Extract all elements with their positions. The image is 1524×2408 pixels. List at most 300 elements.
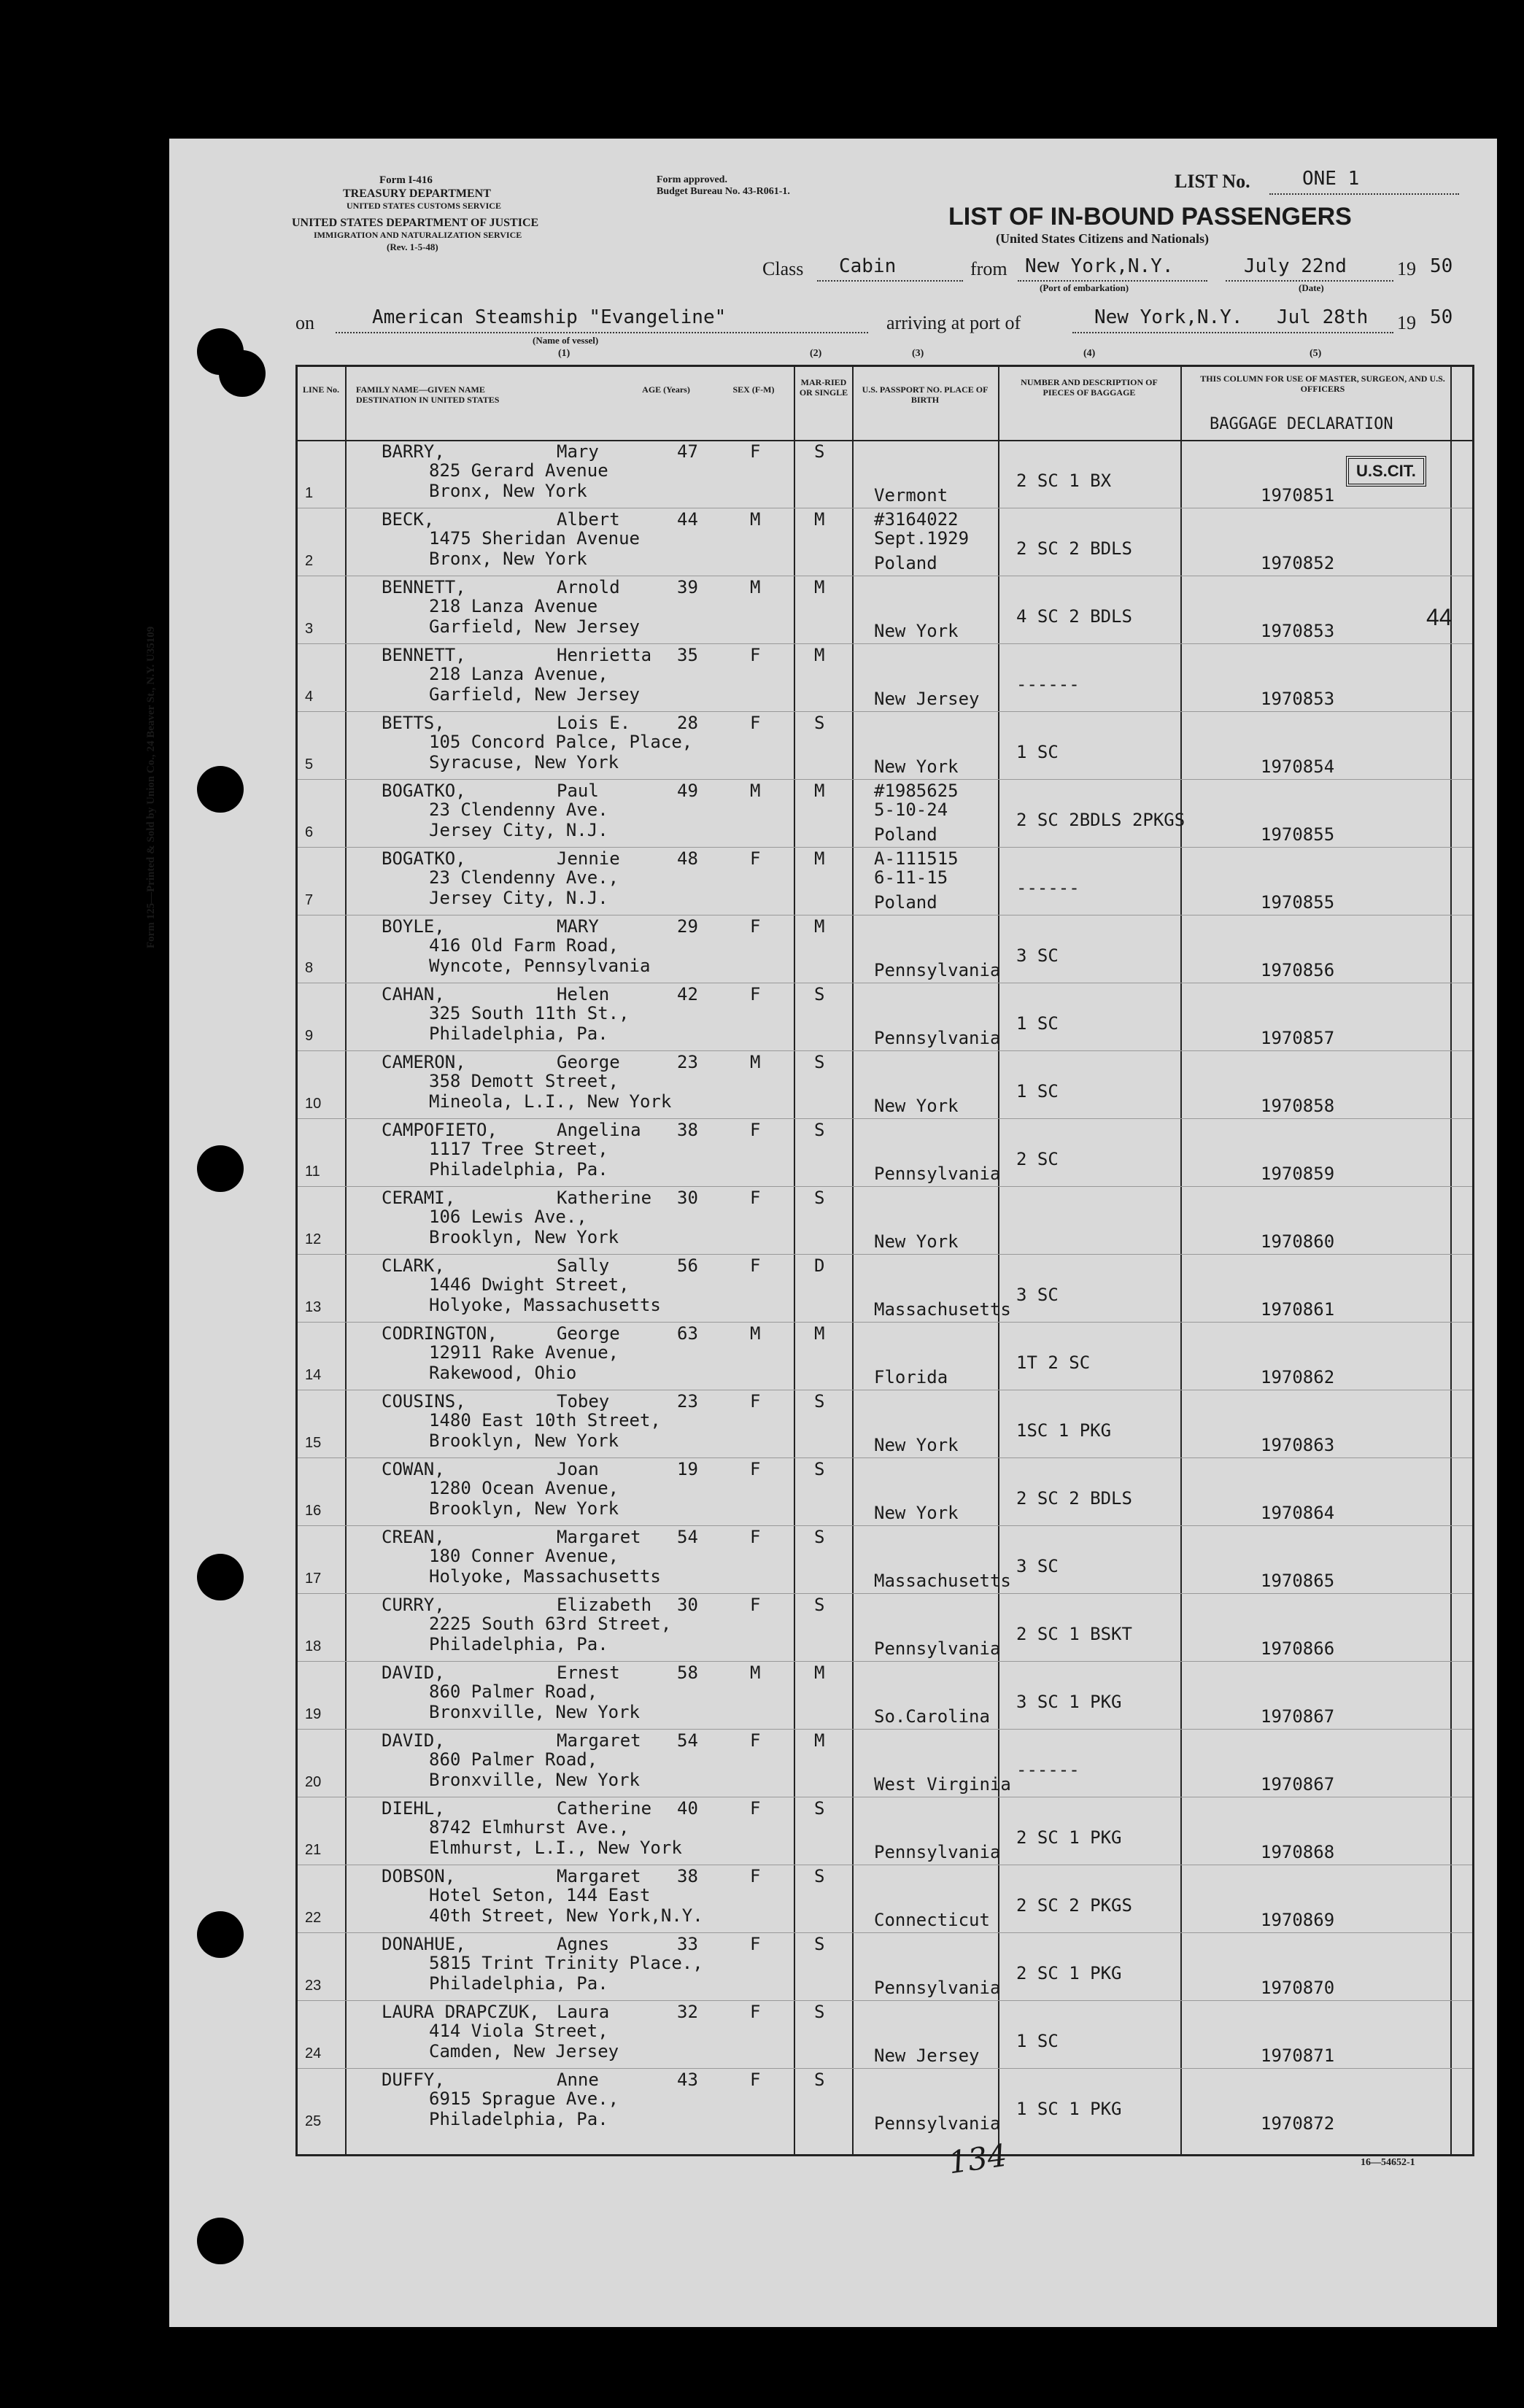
col-number-2: (2) bbox=[810, 348, 822, 359]
line-number: 22 bbox=[305, 1910, 322, 1926]
marital-status: M bbox=[814, 1323, 825, 1344]
arrival-date: Jul 28th bbox=[1277, 306, 1369, 328]
row-rule bbox=[298, 2068, 1472, 2069]
declaration-number: 1970866 bbox=[1261, 1638, 1335, 1659]
line-number: 23 bbox=[305, 1978, 322, 1994]
sex: F bbox=[750, 2002, 761, 2022]
header-name: FAMILY NAME—GIVEN NAME DESTINATION IN UNITED STATES bbox=[356, 384, 500, 405]
marital-status: S bbox=[814, 1120, 825, 1140]
family-name: BARRY, bbox=[382, 441, 445, 462]
margin-number: 44 bbox=[1426, 604, 1453, 630]
declaration-number: 1970862 bbox=[1261, 1367, 1335, 1387]
place-of-birth: New Jersey bbox=[874, 2045, 980, 2066]
declaration-number: 1970854 bbox=[1261, 756, 1335, 777]
marital-status: D bbox=[814, 1255, 825, 1276]
list-no-label: LIST No. bbox=[1175, 171, 1250, 192]
address-line-2: Elmhurst, L.I., New York bbox=[429, 1838, 682, 1858]
marital-status: M bbox=[814, 1662, 825, 1683]
on-label: on bbox=[295, 312, 314, 333]
marital-status: M bbox=[814, 848, 825, 869]
departure-year: 50 bbox=[1430, 255, 1453, 277]
age: 28 bbox=[677, 713, 698, 733]
address-line-1: 6915 Sprague Ave., bbox=[429, 2088, 619, 2109]
age: 47 bbox=[677, 441, 698, 462]
marital-status: S bbox=[814, 984, 825, 1004]
sex: M bbox=[750, 577, 761, 597]
family-name: CLARK, bbox=[382, 1255, 445, 1276]
baggage: 1 SC bbox=[1016, 742, 1059, 762]
declaration-number: 1970864 bbox=[1261, 1503, 1335, 1523]
address-line-1: 23 Clendenny Ave. bbox=[429, 800, 608, 820]
marital-status: M bbox=[814, 509, 825, 530]
given-name: Tobey bbox=[557, 1391, 610, 1412]
place-of-birth: West Virginia bbox=[874, 1774, 1011, 1795]
sex: F bbox=[750, 1934, 761, 1954]
given-name: Lois E. bbox=[557, 713, 631, 733]
declaration-number: 1970858 bbox=[1261, 1096, 1335, 1116]
header-age: AGE (Years) bbox=[642, 384, 690, 395]
list-no-value: ONE 1 bbox=[1302, 168, 1360, 190]
baggage: ------ bbox=[1016, 674, 1080, 694]
table-row bbox=[298, 1390, 1472, 1457]
given-name: Mary bbox=[557, 441, 599, 462]
address-line-2: Bronx, New York bbox=[429, 549, 587, 569]
row-rule bbox=[298, 1525, 1472, 1526]
given-name: Anne bbox=[557, 2070, 599, 2090]
baggage: 2 SC 2BDLS 2PKGS bbox=[1016, 810, 1185, 830]
row-rule bbox=[298, 1932, 1472, 1933]
baggage: 1 SC 1 PKG bbox=[1016, 2099, 1122, 2119]
address-line-2: 40th Street, New York,N.Y. bbox=[429, 1905, 703, 1926]
line-number: 18 bbox=[305, 1638, 322, 1654]
from-underline bbox=[1018, 280, 1207, 282]
marital-status: S bbox=[814, 1934, 825, 1954]
binder-hole bbox=[219, 350, 266, 397]
baggage: 2 SC 1 BSKT bbox=[1016, 1624, 1132, 1644]
given-name: Katherine bbox=[557, 1188, 652, 1208]
row-rule bbox=[298, 1593, 1472, 1594]
table-row bbox=[298, 1797, 1472, 1865]
sex: F bbox=[750, 645, 761, 665]
justice-department: UNITED STATES DEPARTMENT OF JUSTICE bbox=[292, 217, 539, 229]
arrival-port: New York,N.Y. bbox=[1094, 306, 1243, 328]
address-line-2: Philadelphia, Pa. bbox=[429, 2109, 608, 2129]
place-of-birth: New York bbox=[874, 1503, 959, 1523]
line-number: 17 bbox=[305, 1571, 322, 1587]
family-name: BOGATKO, bbox=[382, 781, 466, 801]
address-line-2: Holyoke, Massachusetts bbox=[429, 1566, 661, 1587]
address-line-1: 416 Old Farm Road, bbox=[429, 935, 619, 956]
family-name: DAVID, bbox=[382, 1730, 445, 1751]
marital-status: M bbox=[814, 577, 825, 597]
place-of-birth: So.Carolina bbox=[874, 1706, 990, 1727]
table-row bbox=[298, 643, 1472, 711]
age: 58 bbox=[677, 1662, 698, 1683]
page-subtitle: (United States Citizens and Nationals) bbox=[996, 231, 1210, 246]
row-rule bbox=[298, 1457, 1472, 1458]
sex: F bbox=[750, 984, 761, 1004]
table-row bbox=[298, 711, 1472, 779]
marital-status: S bbox=[814, 1391, 825, 1412]
sex: F bbox=[750, 1866, 761, 1886]
baggage: 1T 2 SC bbox=[1016, 1352, 1091, 1373]
baggage: 1 SC bbox=[1016, 2031, 1059, 2051]
family-name: COUSINS, bbox=[382, 1391, 466, 1412]
marital-status: S bbox=[814, 1459, 825, 1479]
line-number: 21 bbox=[305, 1842, 322, 1858]
sex: F bbox=[750, 1120, 761, 1140]
address-line-1: 358 Demott Street, bbox=[429, 1071, 619, 1091]
place-of-birth: Massachusetts bbox=[874, 1299, 1011, 1320]
address-line-1: 1446 Dwight Street, bbox=[429, 1274, 630, 1295]
age: 42 bbox=[677, 984, 698, 1004]
passport-number: A-111515 bbox=[874, 848, 959, 869]
table-row bbox=[298, 1729, 1472, 1797]
binder-hole bbox=[197, 1911, 244, 1958]
table-row bbox=[298, 847, 1472, 915]
family-name: CURRY, bbox=[382, 1595, 445, 1615]
handwritten-tally: 134 bbox=[945, 2137, 1010, 2181]
place-of-birth: Pennsylvania bbox=[874, 960, 1001, 980]
family-name: DAVID, bbox=[382, 1662, 445, 1683]
row-rule bbox=[298, 711, 1472, 712]
row-rule bbox=[298, 1322, 1472, 1323]
line-number: 20 bbox=[305, 1774, 322, 1790]
binder-hole bbox=[197, 766, 244, 813]
declaration-number: 1970859 bbox=[1261, 1164, 1335, 1184]
row-rule bbox=[298, 1050, 1472, 1051]
form-number: Form I-416 bbox=[379, 174, 433, 186]
address-line-2: Camden, New Jersey bbox=[429, 2041, 619, 2061]
place-of-birth: New Jersey bbox=[874, 689, 980, 709]
sex: F bbox=[750, 713, 761, 733]
address-line-2: Philadelphia, Pa. bbox=[429, 1159, 608, 1180]
table-row bbox=[298, 1457, 1472, 1525]
declaration-number: 1970856 bbox=[1261, 960, 1335, 980]
age: 39 bbox=[677, 577, 698, 597]
marital-status: M bbox=[814, 781, 825, 801]
given-name: Helen bbox=[557, 984, 610, 1004]
family-name: CAMPOFIETO, bbox=[382, 1120, 498, 1140]
line-number: 24 bbox=[305, 2045, 322, 2061]
sex: F bbox=[750, 1730, 761, 1751]
treasury-department: TREASURY DEPARTMENT bbox=[343, 187, 491, 200]
given-name: Henrietta bbox=[557, 645, 652, 665]
table-row bbox=[298, 508, 1472, 576]
vessel-underline bbox=[336, 332, 868, 333]
baggage: 1 SC bbox=[1016, 1013, 1059, 1034]
from-label: from bbox=[970, 258, 1007, 279]
declaration-number: 1970853 bbox=[1261, 621, 1335, 641]
given-name: Margaret bbox=[557, 1866, 641, 1886]
row-rule bbox=[298, 779, 1472, 780]
age: 35 bbox=[677, 645, 698, 665]
place-of-birth: New York bbox=[874, 756, 959, 777]
address-line-1: 414 Viola Street, bbox=[429, 2021, 608, 2041]
table-row bbox=[298, 576, 1472, 643]
declaration-number: 1970872 bbox=[1261, 2113, 1335, 2134]
place-of-birth: Pennsylvania bbox=[874, 2113, 1001, 2134]
age: 32 bbox=[677, 2002, 698, 2022]
table-row bbox=[298, 2000, 1472, 2068]
age: 48 bbox=[677, 848, 698, 869]
place-of-birth: New York bbox=[874, 621, 959, 641]
baggage: 2 SC 1 PKG bbox=[1016, 1827, 1122, 1848]
given-name: Agnes bbox=[557, 1934, 610, 1954]
baggage: 1 SC bbox=[1016, 1081, 1059, 1102]
address-line-2: Jersey City, N.J. bbox=[429, 888, 608, 908]
declaration-number: 1970868 bbox=[1261, 1842, 1335, 1862]
address-line-2: Brooklyn, New York bbox=[429, 1498, 619, 1519]
address-line-1: 2225 South 63rd Street, bbox=[429, 1614, 672, 1634]
sex: F bbox=[750, 1798, 761, 1819]
passport-date: 6-11-15 bbox=[874, 867, 948, 888]
date-caption: (Date) bbox=[1299, 282, 1324, 293]
passport-date: Sept.1929 bbox=[874, 528, 970, 549]
baggage: 3 SC bbox=[1016, 1285, 1059, 1305]
address-line-2: Bronxville, New York bbox=[429, 1770, 640, 1790]
line-number: 4 bbox=[305, 689, 314, 705]
line-number: 16 bbox=[305, 1503, 322, 1519]
table-row bbox=[298, 440, 1472, 508]
declaration-number: 1970867 bbox=[1261, 1706, 1335, 1727]
table-row bbox=[298, 1932, 1472, 2000]
given-name: George bbox=[557, 1052, 620, 1072]
header-sex: SEX (F-M) bbox=[732, 384, 775, 395]
table-row bbox=[298, 1186, 1472, 1254]
baggage: 3 SC 1 PKG bbox=[1016, 1692, 1122, 1712]
address-line-1: 860 Palmer Road, bbox=[429, 1681, 598, 1702]
baggage: 3 SC bbox=[1016, 945, 1059, 966]
family-name: DIEHL, bbox=[382, 1798, 445, 1819]
age: 30 bbox=[677, 1595, 698, 1615]
family-name: BECK, bbox=[382, 509, 435, 530]
passport-number: #1985625 bbox=[874, 781, 959, 801]
header-officers: THIS COLUMN FOR USE OF MASTER, SURGEON, AND U.S. OFFICERS bbox=[1200, 373, 1445, 394]
sex: F bbox=[750, 1595, 761, 1615]
revision: (Rev. 1-5-48) bbox=[387, 241, 438, 252]
row-rule bbox=[298, 1661, 1472, 1662]
table-row bbox=[298, 1322, 1472, 1390]
family-name: DOBSON, bbox=[382, 1866, 456, 1886]
customs-service: UNITED STATES CUSTOMS SERVICE bbox=[347, 201, 501, 211]
place-of-birth: New York bbox=[874, 1435, 959, 1455]
age: 43 bbox=[677, 2070, 698, 2090]
baggage: 2 SC 2 BDLS bbox=[1016, 538, 1132, 559]
declaration-number: 1970871 bbox=[1261, 2045, 1335, 2066]
age: 49 bbox=[677, 781, 698, 801]
year-prefix: 19 bbox=[1397, 258, 1416, 279]
departure-date: July 22nd bbox=[1244, 255, 1347, 277]
declaration-number: 1970851 bbox=[1261, 485, 1335, 506]
family-name: BETTS, bbox=[382, 713, 445, 733]
marital-status: S bbox=[814, 1052, 825, 1072]
given-name: Margaret bbox=[557, 1527, 641, 1547]
row-rule bbox=[298, 847, 1472, 848]
row-rule bbox=[298, 2000, 1472, 2001]
row-rule bbox=[298, 1118, 1472, 1119]
address-line-2: Garfield, New Jersey bbox=[429, 616, 640, 637]
place-of-birth: Poland bbox=[874, 824, 937, 845]
binder-hole bbox=[197, 2218, 244, 2264]
line-number: 2 bbox=[305, 553, 314, 569]
given-name: Paul bbox=[557, 781, 599, 801]
passenger-table bbox=[295, 365, 1474, 2156]
col-number-1: (1) bbox=[558, 348, 570, 359]
given-name: Arnold bbox=[557, 577, 620, 597]
address-line-1: 1280 Ocean Avenue, bbox=[429, 1478, 619, 1498]
passport-number: #3164022 bbox=[874, 509, 959, 530]
family-name: LAURA DRAPCZUK, bbox=[382, 2002, 540, 2022]
class-value: Cabin bbox=[839, 255, 897, 277]
line-number: 5 bbox=[305, 756, 314, 773]
sex: F bbox=[750, 848, 761, 869]
address-line-2: Garfield, New Jersey bbox=[429, 684, 640, 705]
sex: F bbox=[750, 1459, 761, 1479]
line-number: 12 bbox=[305, 1231, 322, 1247]
sex: F bbox=[750, 441, 761, 462]
line-number: 25 bbox=[305, 2113, 322, 2129]
family-name: CREAN, bbox=[382, 1527, 445, 1547]
line-number: 3 bbox=[305, 621, 314, 637]
age: 29 bbox=[677, 916, 698, 937]
baggage-declaration-header: BAGGAGE DECLARATION bbox=[1210, 415, 1393, 433]
place-of-birth: New York bbox=[874, 1231, 959, 1252]
address-line-1: 1117 Tree Street, bbox=[429, 1139, 608, 1159]
baggage: 2 SC bbox=[1016, 1149, 1059, 1169]
col-number-4: (4) bbox=[1083, 348, 1096, 359]
age: 38 bbox=[677, 1866, 698, 1886]
place-of-birth: Vermont bbox=[874, 485, 948, 506]
us-citizen-stamp: U.S.CIT. bbox=[1346, 456, 1426, 487]
baggage: 4 SC 2 BDLS bbox=[1016, 606, 1132, 627]
sex: F bbox=[750, 1391, 761, 1412]
baggage: ------ bbox=[1016, 1759, 1080, 1780]
marital-status: S bbox=[814, 1188, 825, 1208]
binder-hole bbox=[197, 1145, 244, 1192]
table-row bbox=[298, 1254, 1472, 1322]
header-line-no: LINE No. bbox=[302, 384, 339, 395]
table-row bbox=[298, 1118, 1472, 1186]
address-line-2: Philadelphia, Pa. bbox=[429, 1973, 608, 1994]
line-number: 11 bbox=[305, 1164, 320, 1180]
declaration-number: 1970860 bbox=[1261, 1231, 1335, 1252]
given-name: Angelina bbox=[557, 1120, 641, 1140]
ins-service: IMMIGRATION AND NATURALIZATION SERVICE bbox=[314, 230, 522, 240]
family-name: BOGATKO, bbox=[382, 848, 466, 869]
declaration-number: 1970865 bbox=[1261, 1571, 1335, 1591]
place-of-birth: Massachusetts bbox=[874, 1571, 1011, 1591]
address-line-2: Wyncote, Pennsylvania bbox=[429, 956, 651, 976]
marital-status: M bbox=[814, 916, 825, 937]
line-number: 13 bbox=[305, 1299, 322, 1315]
given-name: George bbox=[557, 1323, 620, 1344]
address-line-1: Hotel Seton, 144 East bbox=[429, 1885, 651, 1905]
marital-status: S bbox=[814, 1866, 825, 1886]
address-line-1: 1475 Sheridan Avenue bbox=[429, 528, 640, 549]
table-row bbox=[298, 1050, 1472, 1118]
line-number: 1 bbox=[305, 485, 314, 501]
from-value: New York,N.Y. bbox=[1025, 255, 1174, 277]
given-name: Ernest bbox=[557, 1662, 620, 1683]
family-name: BENNETT, bbox=[382, 645, 466, 665]
address-line-2: Bronxville, New York bbox=[429, 1702, 640, 1722]
line-number: 9 bbox=[305, 1028, 314, 1044]
address-line-2: Philadelphia, Pa. bbox=[429, 1023, 608, 1044]
place-of-birth: Pennsylvania bbox=[874, 1164, 1001, 1184]
marital-status: S bbox=[814, 441, 825, 462]
marital-status: S bbox=[814, 1798, 825, 1819]
row-rule bbox=[298, 1254, 1472, 1255]
table-row bbox=[298, 1865, 1472, 1932]
family-name: DUFFY, bbox=[382, 2070, 445, 2090]
age: 56 bbox=[677, 1255, 698, 1276]
marital-status: S bbox=[814, 1595, 825, 1615]
age: 44 bbox=[677, 509, 698, 530]
baggage: 2 SC 1 PKG bbox=[1016, 1963, 1122, 1983]
place-of-birth: New York bbox=[874, 1096, 959, 1116]
declaration-number: 1970853 bbox=[1261, 689, 1335, 709]
table-row bbox=[298, 1593, 1472, 1661]
line-number: 19 bbox=[305, 1706, 322, 1722]
given-name: MARY bbox=[557, 916, 599, 937]
declaration-number: 1970869 bbox=[1261, 1910, 1335, 1930]
table-row bbox=[298, 2068, 1472, 2136]
age: 40 bbox=[677, 1798, 698, 1819]
table-row bbox=[298, 915, 1472, 983]
footer-code: 16—54652-1 bbox=[1361, 2157, 1415, 2168]
line-number: 8 bbox=[305, 960, 314, 976]
declaration-number: 1970857 bbox=[1261, 1028, 1335, 1048]
arriving-label: arriving at port of bbox=[886, 312, 1021, 333]
address-line-2: Brooklyn, New York bbox=[429, 1227, 619, 1247]
sex: M bbox=[750, 1662, 761, 1683]
marital-status: S bbox=[814, 2070, 825, 2090]
sex: M bbox=[750, 509, 761, 530]
vessel-caption: (Name of vessel) bbox=[533, 335, 599, 346]
family-name: DONAHUE, bbox=[382, 1934, 466, 1954]
marital-status: S bbox=[814, 2002, 825, 2022]
given-name: Margaret bbox=[557, 1730, 641, 1751]
age: 19 bbox=[677, 1459, 698, 1479]
declaration-number: 1970861 bbox=[1261, 1299, 1335, 1320]
address-line-2: Rakewood, Ohio bbox=[429, 1363, 577, 1383]
given-name: Elizabeth bbox=[557, 1595, 652, 1615]
age: 23 bbox=[677, 1391, 698, 1412]
given-name: Jennie bbox=[557, 848, 620, 869]
address-line-1: 218 Lanza Avenue bbox=[429, 596, 598, 616]
sex: F bbox=[750, 1527, 761, 1547]
age: 63 bbox=[677, 1323, 698, 1344]
sex: M bbox=[750, 1323, 761, 1344]
table-row bbox=[298, 779, 1472, 847]
address-line-1: 218 Lanza Avenue, bbox=[429, 664, 608, 684]
declaration-number: 1970852 bbox=[1261, 553, 1335, 573]
given-name: Laura bbox=[557, 2002, 610, 2022]
declaration-number: 1970863 bbox=[1261, 1435, 1335, 1455]
baggage: 1SC 1 PKG bbox=[1016, 1420, 1112, 1441]
marital-status: S bbox=[814, 1527, 825, 1547]
table-row bbox=[298, 1525, 1472, 1593]
year2-prefix: 19 bbox=[1397, 312, 1416, 333]
marital-status: S bbox=[814, 713, 825, 733]
baggage: ------ bbox=[1016, 878, 1080, 898]
line-number: 15 bbox=[305, 1435, 322, 1451]
address-line-1: 5815 Trint Trinity Place., bbox=[429, 1953, 703, 1973]
class-underline bbox=[817, 280, 963, 282]
printer-side-text: Form 125—Printed & Sold by Union Co., 24 Beaver St., N.Y. U35109 bbox=[145, 626, 157, 948]
address-line-2: Philadelphia, Pa. bbox=[429, 1634, 608, 1654]
